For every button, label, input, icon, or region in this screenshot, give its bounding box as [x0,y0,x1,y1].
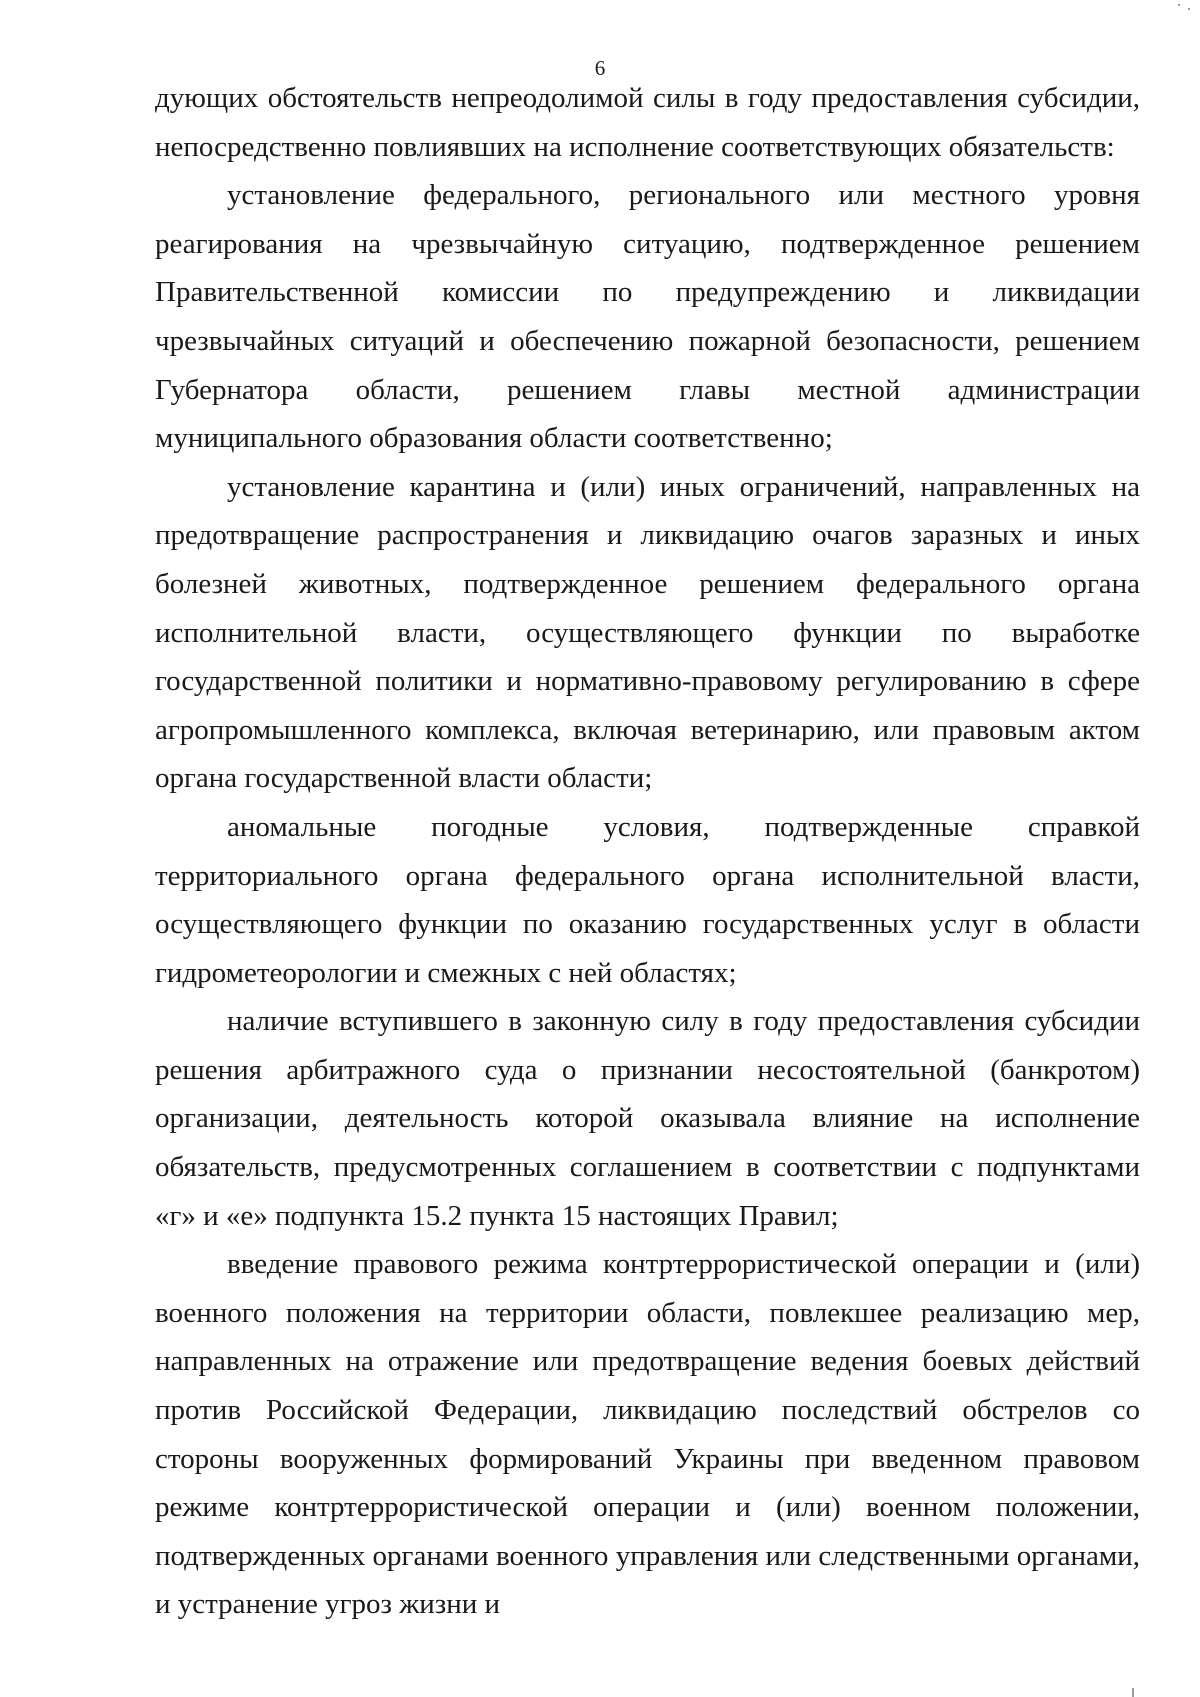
scan-speck [1188,8,1190,10]
paragraph-emergency-situation: установление федерального, регионального или местного уровня реагирования на чрезвычайную ситуацию, подтвержденное решением Правительственной комиссии по предупреждению и ликвидации чрезвычайных ситуаций и обеспечению пожарной безопасности, решением Губернатора области, решением главы местной администрации муниципального образования области соответственно; [155,179,1140,455]
scan-speck [1178,4,1180,6]
page-number: 6 [594,56,606,80]
document-body [155,74,1140,1629]
paragraph-weather-conditions: аномальные погодные условия, подтвержденные справкой территориального органа федерального органа исполнительной власти, осуществляющего функции по оказанию государственных услуг в области гидрометеорологии и смежных с ней областях; [155,810,1140,989]
scan-speck [1132,1688,1134,1697]
paragraph-bankruptcy: наличие вступившего в законную силу в году предоставления субсидии решения арбитражного суда о признании несостоятельной (банкротом) организации, деятельность которой оказывала влияние на исполнение обязательств, предусмотренных соглашением в соответствии с подпунктами «г» и «е» подпункта 15.2 пункта 15 настоящих Правил; [155,1005,1140,1232]
paragraph-quarantine: установление карантина и (или) иных ограничений, направленных на предотвращение распространения и ликвидацию очагов заразных и иных болезней животных, подтвержденное решением федерального органа исполнительной власти, осуществляющего функции по выработке государственной политики и нормативно-правовому регулированию в сфере агропромышленного комплекса, включая ветеринарию, или правовым актом органа государственной власти области; [155,470,1140,795]
paragraph-counter-terrorism: введение правового режима контртеррористической операции и (или) военного положения на территории области, повлекшее реализацию мер, направленных на отражение или предотвращение ведения боевых действий против Российской Федерации, ликвидацию последствий обстрелов со стороны вооруженных формирований Украины при введенном правовом режиме контртеррористической операции и (или) военном положении, подтвержденных органами военного управления или следственными органами, и устранение угроз жизни и [155,1248,1140,1621]
paragraph-continuation: дующих обстоятельств непреодолимой силы в году предоставления субсидии, непосредственно повлиявших на исполнение соответствующих обязательств: [155,82,1140,163]
